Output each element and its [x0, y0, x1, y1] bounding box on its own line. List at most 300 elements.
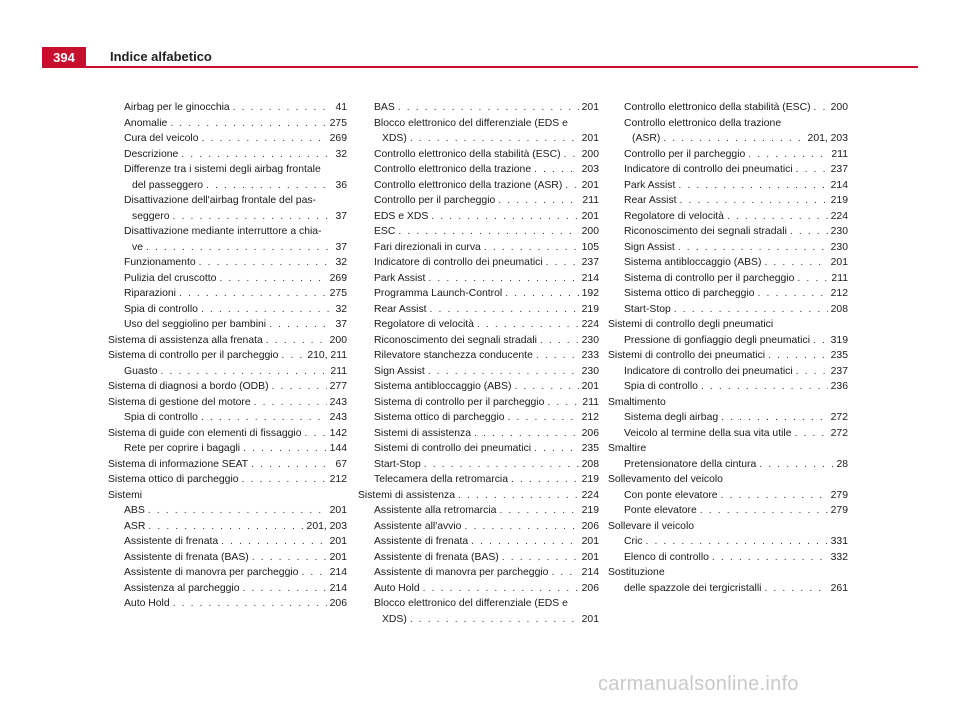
header-divider: [42, 66, 918, 68]
index-entry-continuation: (ASR): [632, 133, 661, 144]
index-entry-text: Sistema degli airbag: [624, 412, 719, 423]
index-entry-text: Controllo per il parcheggio: [624, 148, 746, 160]
dot-leader: [281, 348, 304, 364]
dot-leader: [534, 162, 579, 178]
dot-leader: [219, 271, 326, 287]
dot-leader: [464, 519, 578, 535]
dot-leader: [721, 488, 828, 504]
page-reference: 201: [581, 613, 599, 625]
index-entry: [108, 472, 347, 488]
page-reference: 37: [335, 319, 347, 330]
dot-leader: [712, 550, 828, 566]
index-column-2: [358, 100, 599, 627]
index-entry: [358, 519, 599, 535]
page-reference: 279: [830, 505, 848, 516]
page-reference: 219: [581, 505, 599, 516]
index-entry: [358, 565, 599, 581]
index-entry: [358, 596, 599, 627]
index-entry: [608, 519, 848, 535]
dot-leader: [254, 395, 327, 411]
page-reference: 201: [581, 381, 599, 392]
dot-leader: [173, 209, 333, 225]
index-entry-text: Sistema ottico di parcheggio: [374, 412, 505, 423]
index-entry: [608, 581, 848, 597]
index-entry: [608, 441, 848, 457]
index-entry-text: Uso del seggiolino per bambini: [124, 319, 267, 330]
index-entry: [608, 364, 848, 380]
page-reference: 32: [335, 303, 347, 315]
dot-leader: [502, 550, 579, 566]
index-entry-text: Spia di controllo: [624, 381, 698, 392]
index-entry: [608, 271, 848, 287]
index-entry: [358, 395, 599, 411]
index-entry: [358, 441, 599, 457]
page-reference: 208: [830, 303, 848, 315]
index-entry: [108, 333, 347, 349]
page-reference: 237: [830, 164, 848, 175]
index-entry-text: Controllo elettronico della stabilità (ESC): [374, 148, 561, 160]
dot-leader: [797, 271, 828, 287]
page-reference: 230: [830, 226, 848, 237]
page-reference: 41: [335, 102, 347, 113]
page-reference: 235: [830, 350, 848, 361]
dot-leader: [430, 302, 579, 318]
index-entry: [108, 162, 347, 193]
dot-leader: [540, 333, 579, 349]
index-entry-text: Controllo elettronico della trazione (ASR): [374, 179, 563, 191]
dot-leader: [764, 581, 827, 597]
page-reference: 331: [830, 536, 848, 547]
dot-leader: [266, 333, 327, 349]
index-entry-text: Rilevatore stanchezza conducente: [374, 350, 533, 361]
page-reference: 211: [831, 148, 848, 160]
page-reference: 243: [329, 396, 347, 408]
index-entry: [108, 131, 347, 147]
index-entry-text: Pulizia del cruscotto: [124, 272, 217, 284]
watermark: carmanualsonline.info: [598, 673, 799, 695]
index-entry: [608, 333, 848, 349]
index-entry-text: Sistema di gestione del motore: [108, 396, 251, 408]
index-entry: [608, 348, 848, 364]
dot-leader: [474, 426, 579, 442]
page-reference: 201, 203: [807, 133, 848, 144]
index-entry: [108, 534, 347, 550]
page-reference: 212: [830, 288, 848, 299]
page-reference: 206: [581, 427, 599, 439]
index-entry-text: Sistema di informazione SEAT: [108, 458, 249, 470]
index-entry: [358, 426, 599, 442]
page-reference: 32: [335, 148, 347, 160]
dot-leader: [546, 255, 579, 271]
index-entry: [108, 550, 347, 566]
index-entry-text: Telecamera della retromarcia: [374, 474, 508, 485]
dot-leader: [790, 224, 828, 240]
page-reference: 233: [581, 350, 599, 361]
page-reference: 200: [581, 148, 599, 160]
dot-leader: [272, 379, 327, 395]
index-entry: [608, 100, 848, 116]
dot-leader: [206, 178, 332, 194]
index-entry-text: Cura del veicolo: [124, 133, 199, 144]
page-reference: 243: [329, 412, 347, 423]
page-reference: 237: [581, 257, 599, 268]
dot-leader: [663, 131, 804, 147]
index-entry-text: Veicolo al termine della sua vita utile: [624, 427, 792, 439]
page-reference: 200: [581, 226, 599, 237]
index-entry-text: Airbag per le ginocchia: [124, 102, 230, 113]
dot-leader: [471, 534, 579, 550]
index-entry-text: Rear Assist: [624, 195, 677, 206]
page-reference: 203: [581, 164, 599, 175]
page-reference: 332: [830, 551, 848, 563]
index-entry: [108, 116, 347, 132]
dot-leader: [431, 209, 578, 225]
index-entry: [608, 534, 848, 550]
index-entry: [358, 581, 599, 597]
page-reference: 219: [581, 303, 599, 315]
index-entry: [108, 317, 347, 333]
page-reference: 105: [581, 241, 599, 253]
index-entry-text: Sistema di controllo per il parcheggio: [374, 396, 545, 408]
page-reference: 269: [329, 272, 347, 284]
index-entry: [108, 581, 347, 597]
index-entry: [108, 441, 347, 457]
index-entry-text: Start-Stop: [374, 458, 421, 470]
dot-leader: [514, 379, 578, 395]
dot-leader: [505, 286, 578, 302]
index-entry: [358, 178, 599, 194]
dot-leader: [813, 333, 828, 349]
page-reference: 144: [329, 443, 347, 454]
dot-leader: [251, 457, 332, 473]
dot-leader: [424, 457, 579, 473]
dot-leader: [148, 503, 327, 519]
index-entry: [358, 240, 599, 256]
index-entry: [358, 193, 599, 209]
index-column-1: [108, 100, 347, 612]
index-entry-text: Sistema ottico di parcheggio: [108, 474, 239, 485]
page-reference: 200: [830, 102, 848, 113]
dot-leader: [814, 100, 828, 116]
index-entry: [358, 472, 599, 488]
index-entry-text: Park Assist: [624, 179, 676, 191]
index-entry-text: Sign Assist: [374, 365, 425, 377]
index-entry-text: Cric: [624, 536, 643, 547]
page-reference: 206: [329, 598, 347, 609]
dot-leader: [680, 193, 828, 209]
index-entry: [358, 364, 599, 380]
index-entry: [358, 410, 599, 426]
index-entry-text: Pressione di gonfiaggio degli pneumatici: [624, 334, 810, 346]
index-entry: [358, 147, 599, 163]
page-reference: 37: [335, 210, 347, 222]
dot-leader: [202, 131, 327, 147]
index-entry-text: Riparazioni: [124, 288, 176, 299]
page-reference: 211: [582, 195, 599, 206]
index-entry-text: Indicatore di controllo dei pneumatici: [374, 257, 543, 268]
index-entry: [358, 271, 599, 287]
index-entry-text: Sistema di controllo per il parcheggio: [624, 272, 795, 284]
index-entry-text: Controllo elettronico della trazione: [374, 164, 532, 175]
index-entry-text: Spia di controllo: [124, 412, 198, 423]
index-entry-text: Sistemi di controllo dei pneumatici: [374, 443, 532, 454]
dot-leader: [748, 147, 828, 163]
dot-leader: [511, 472, 579, 488]
index-entry-text: Assistente all'avvio: [374, 520, 462, 532]
page-number: 394: [42, 47, 86, 67]
page-reference: 201: [581, 179, 599, 191]
dot-leader: [796, 364, 828, 380]
index-entry-text: Sistema di diagnosi a bordo (ODB): [108, 381, 269, 392]
index-entry-text: Elenco di controllo: [624, 551, 709, 563]
page-reference: 201: [329, 505, 347, 516]
dot-leader: [768, 348, 828, 364]
dot-leader: [398, 100, 579, 116]
index-entry: [358, 488, 599, 504]
dot-leader: [301, 565, 326, 581]
index-entry: [108, 426, 347, 442]
page-reference: 201: [581, 210, 599, 222]
dot-leader: [534, 441, 579, 457]
index-entry: [608, 565, 848, 581]
dot-leader: [161, 364, 328, 380]
index-entry: [608, 410, 848, 426]
dot-leader: [305, 426, 327, 442]
index-column-3: [608, 100, 848, 596]
dot-leader: [221, 534, 327, 550]
index-entry-text: Sistema di controllo per il parcheggio: [108, 350, 279, 361]
dot-leader: [410, 131, 579, 147]
index-entry: [608, 379, 848, 395]
index-entry: [608, 472, 848, 488]
index-entry-text: Assistente alla retromarcia: [374, 505, 497, 516]
index-entry: [358, 100, 599, 116]
page-reference: 269: [329, 133, 347, 144]
page-reference: 236: [830, 381, 848, 392]
page-reference: 219: [830, 195, 848, 206]
index-entry-text: Park Assist: [374, 272, 426, 284]
dot-leader: [547, 395, 579, 411]
index-entry-text: Sistemi di assistenza: [374, 427, 472, 439]
index-entry-text: Riconoscimento dei segnali stradali: [624, 226, 787, 237]
index-entry: [608, 550, 848, 566]
index-entry-text: Differenze tra i sistemi degli airbag frontale: [124, 164, 321, 175]
dot-leader: [795, 426, 828, 442]
page-reference: 36: [335, 179, 347, 191]
index-entry: [358, 286, 599, 302]
index-entry: [108, 410, 347, 426]
dot-leader: [764, 255, 827, 271]
dot-leader: [758, 286, 828, 302]
index-entry-text: Guasto: [124, 365, 158, 377]
index-entry-text: Controllo per il parcheggio: [374, 195, 496, 206]
index-entry-continuation: del passeggero: [132, 179, 204, 191]
dot-leader: [410, 612, 579, 628]
index-entry: [108, 395, 347, 411]
dot-leader: [398, 224, 578, 240]
page-reference: 37: [335, 241, 347, 253]
page-reference: 210, 211: [307, 350, 347, 361]
page-reference: 211: [831, 272, 848, 284]
page-reference: 206: [581, 520, 599, 532]
index-entry: [608, 209, 848, 225]
page-reference: 201: [329, 551, 347, 563]
dot-leader: [423, 581, 579, 597]
page-reference: 32: [335, 257, 347, 268]
page-title: Indice alfabetico: [110, 49, 212, 64]
index-entry-text: Regolatore di velocità: [624, 210, 724, 222]
dot-leader: [565, 178, 578, 194]
index-entry: [608, 193, 848, 209]
index-entry: [108, 286, 347, 302]
index-entry: [108, 565, 347, 581]
page-reference: 208: [581, 458, 599, 470]
index-entry-text: Spia di controllo: [124, 303, 198, 315]
index-entry-text: Sistema di assistenza alla frenata: [108, 334, 263, 346]
index-entry-continuation: seggero: [132, 210, 170, 222]
dot-leader: [759, 457, 833, 473]
page-reference: 211: [582, 396, 599, 408]
dot-leader: [499, 503, 578, 519]
index-entry: [358, 550, 599, 566]
index-entry-text: Smaltimento: [608, 396, 666, 408]
page-reference: 214: [329, 567, 347, 578]
page-reference: 235: [581, 443, 599, 454]
index-entry: [108, 147, 347, 163]
page-reference: 272: [830, 412, 848, 423]
page-reference: 319: [830, 334, 848, 346]
index-entry-text: EDS e XDS: [374, 210, 429, 222]
index-entry-text: Sostituzione: [608, 567, 665, 578]
dot-leader: [477, 317, 579, 333]
page-reference: 277: [329, 381, 347, 392]
index-entry-text: Assistente di frenata: [374, 536, 469, 547]
index-entry: [108, 193, 347, 224]
index-entry-text: Assistente di frenata (BAS): [124, 551, 249, 563]
index-entry: [608, 162, 848, 178]
index-entry-text: delle spazzole dei tergicristalli: [624, 582, 762, 594]
index-entry: [608, 503, 848, 519]
index-entry-text: Assistente di frenata (BAS): [374, 551, 499, 563]
page-reference: 211: [330, 365, 347, 377]
dot-leader: [674, 302, 828, 318]
page-reference: 230: [581, 365, 599, 377]
index-entry-text: Sistemi di controllo degli pneumatici: [608, 319, 774, 330]
index-entry-text: Sistema antibloccaggio (ABS): [624, 257, 762, 268]
dot-leader: [484, 240, 579, 256]
page-header: [0, 0, 960, 70]
dot-leader: [173, 596, 327, 612]
index-entry: [358, 348, 599, 364]
dot-leader: [536, 348, 579, 364]
index-entry: [358, 317, 599, 333]
index-entry-text: Sollevamento del veicolo: [608, 474, 723, 485]
index-entry: [608, 488, 848, 504]
page-reference: 275: [329, 117, 347, 129]
dot-leader: [201, 302, 333, 318]
page-reference: 201: [581, 133, 599, 144]
index-entry-text: Smaltire: [608, 443, 647, 454]
dot-leader: [508, 410, 579, 426]
index-entry-text: Auto Hold: [374, 582, 420, 594]
page-reference: 219: [581, 474, 599, 485]
index-entry-text: Blocco elettronico del differenziale (EDS e: [374, 598, 568, 609]
dot-leader: [243, 581, 327, 597]
dot-leader: [428, 364, 579, 380]
index-entry: [108, 348, 347, 364]
index-entry: [608, 178, 848, 194]
dot-leader: [701, 379, 828, 395]
index-entry: [108, 596, 347, 612]
dot-leader: [678, 178, 827, 194]
index-entry-text: Assistenza al parcheggio: [124, 582, 240, 594]
index-entry: [108, 302, 347, 318]
dot-leader: [243, 441, 327, 457]
index-entry-continuation: XDS): [382, 133, 407, 144]
dot-leader: [148, 519, 303, 535]
index-entry-text: Indicatore di controllo dei pneumatici: [624, 365, 793, 377]
page-reference: 214: [830, 179, 848, 191]
index-entry: [358, 503, 599, 519]
index-entry: [608, 224, 848, 240]
index-entry-text: Assistente di manovra per parcheggio: [124, 567, 299, 578]
dot-leader: [233, 100, 333, 116]
index-entry: [108, 379, 347, 395]
page-reference: 230: [830, 241, 848, 253]
page-reference: 201, 203: [306, 520, 347, 532]
dot-leader: [199, 255, 333, 271]
page-reference: 275: [329, 288, 347, 299]
page-reference: 201: [581, 102, 599, 113]
page-reference: 261: [830, 582, 848, 594]
index-entry-text: Pretensionatore della cintura: [624, 458, 757, 470]
index-entry-text: Indicatore di controllo dei pneumatici: [624, 164, 793, 175]
dot-leader: [181, 147, 332, 163]
page-reference: 201: [329, 536, 347, 547]
page-reference: 201: [581, 551, 599, 563]
index-entry: [608, 457, 848, 473]
page-reference: 214: [581, 567, 599, 578]
index-entry-text: Assistente di frenata: [124, 536, 219, 547]
index-entry: [608, 302, 848, 318]
index-entry-text: ABS: [124, 505, 145, 516]
dot-leader: [179, 286, 327, 302]
index-entry: [108, 503, 347, 519]
index-entry: [608, 286, 848, 302]
index-entry: [608, 255, 848, 271]
index-entry-text: Descrizione: [124, 148, 179, 160]
page-reference: 272: [830, 427, 848, 439]
index-entry-text: ASR: [124, 520, 146, 532]
index-entry: [358, 224, 599, 240]
index-entry: [608, 426, 848, 442]
index-entry-text: Blocco elettronico del differenziale (EDS e: [374, 117, 568, 129]
index-entry: [358, 162, 599, 178]
dot-leader: [645, 534, 827, 550]
index-entry-text: Rear Assist: [374, 303, 427, 315]
index-entry: [608, 317, 848, 333]
index-entry: [358, 255, 599, 271]
index-entry-text: Regolatore di velocità: [374, 319, 474, 330]
index-entry: [358, 333, 599, 349]
index-entry-text: BAS: [374, 102, 395, 113]
page-reference: 67: [335, 458, 347, 470]
dot-leader: [170, 116, 326, 132]
index-entry-text: Funzionamento: [124, 257, 196, 268]
page-reference: 212: [581, 412, 599, 423]
index-entry-text: Controllo elettronico della trazione: [624, 117, 782, 129]
index-entry: [358, 379, 599, 395]
